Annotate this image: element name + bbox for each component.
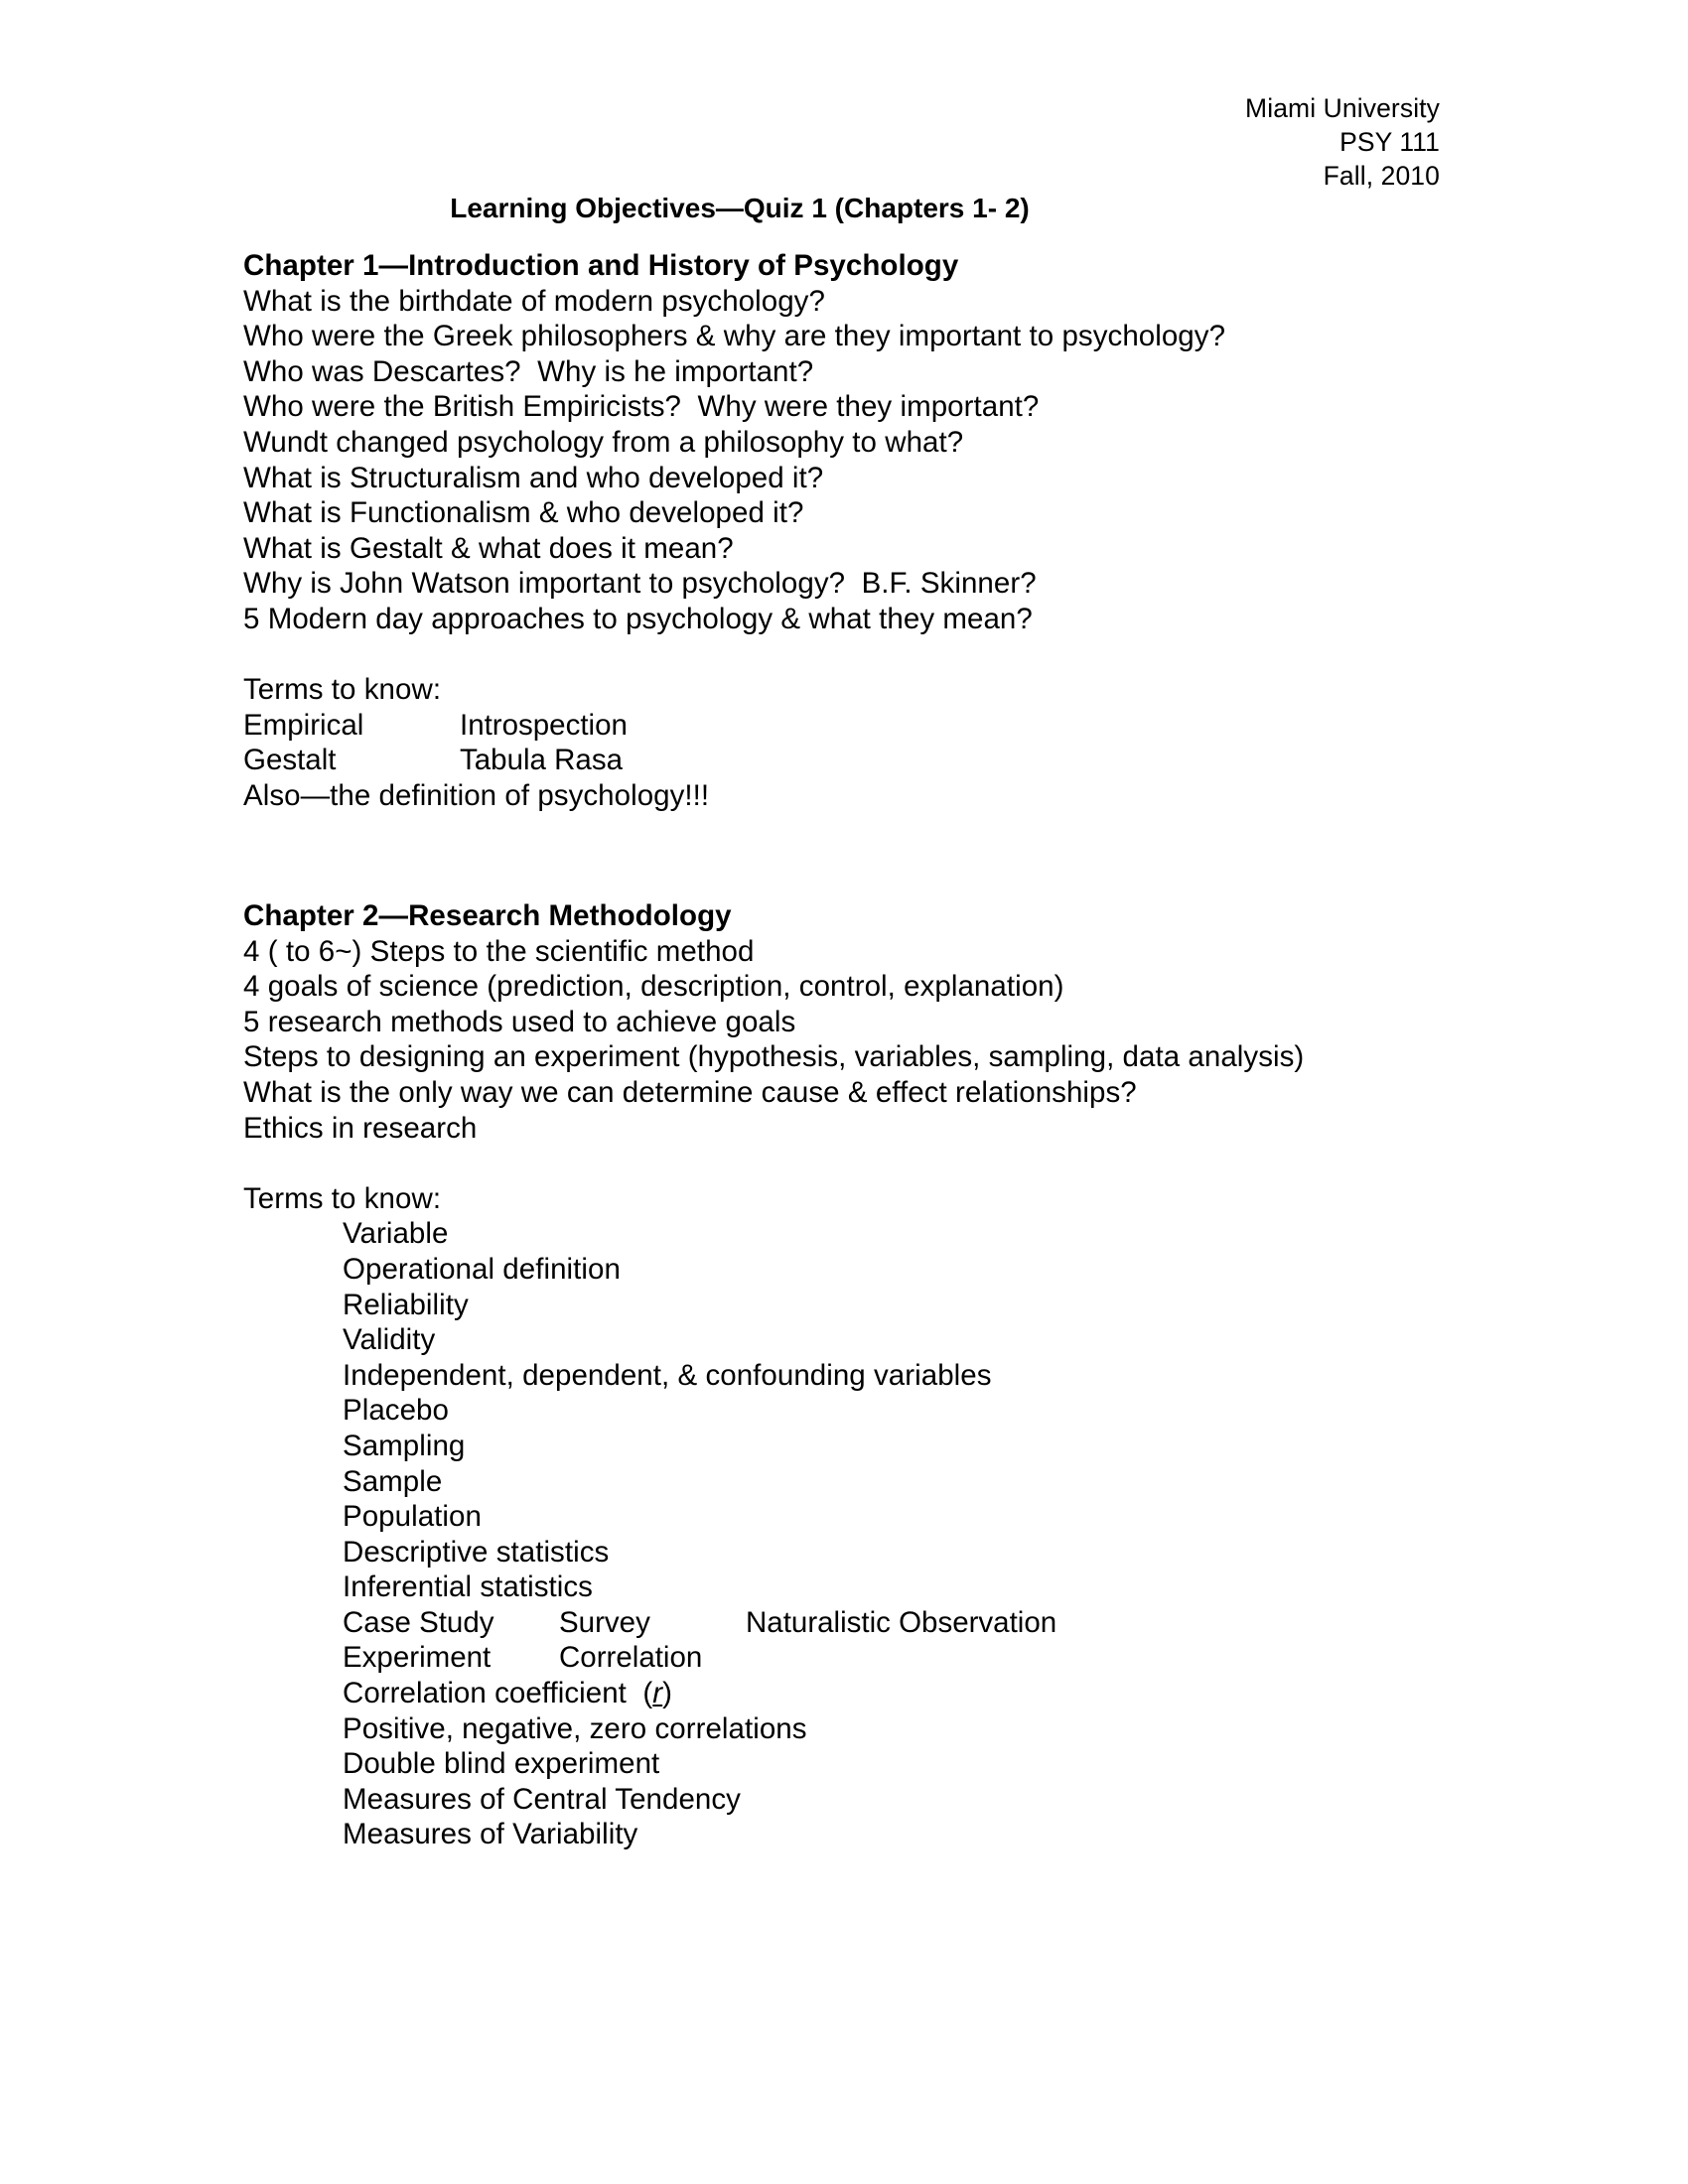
chapter-1-objective: Why is John Watson important to psychology? B.F. Skinner? [243, 567, 1037, 601]
spacer [243, 1146, 1304, 1181]
chapter-2-objective: What is the only way we can determine cause & effect relationships? [243, 1075, 1137, 1109]
chapter-2-term: Positive, negative, zero correlations [343, 1711, 807, 1745]
term-cell: Gestalt [243, 744, 337, 777]
correlation-coefficient-label: Correlation coefficient ( [343, 1677, 653, 1710]
chapter-1-terms-label: Terms to know: [243, 673, 442, 707]
chapter-2-term: Measures of Central Tendency [343, 1782, 741, 1816]
chapter-2-term: Sample [343, 1464, 443, 1498]
chapter-2-term: Measures of Variability [343, 1818, 638, 1851]
chapter-1-objective: Who was Descartes? Why is he important? [243, 354, 814, 388]
header-course: PSY 111 [1339, 127, 1440, 157]
chapter-2-terms-label: Terms to know: [243, 1181, 442, 1215]
method-cell: Experiment [343, 1641, 492, 1675]
chapter-2-term: Placebo [343, 1394, 449, 1428]
term-cell: Tabula Rasa [460, 744, 623, 777]
document-header [238, 91, 1440, 193]
chapter-2-term: Descriptive statistics [343, 1535, 610, 1569]
chapter-1-terms-row [243, 743, 1225, 778]
chapter-2-term: Variable [343, 1217, 449, 1251]
chapter-2-term: Sampling [343, 1429, 466, 1462]
page-title: Learning Objectives—Quiz 1 (Chapters 1- 2) [450, 193, 1030, 223]
term-cell: Introspection [460, 708, 628, 742]
chapter-2-term: Operational definition [343, 1252, 621, 1286]
spacer [243, 637, 1225, 673]
chapter-1-objective: 5 Modern day approaches to psychology & what they mean? [243, 602, 1033, 635]
chapter-2-term: Population [343, 1500, 482, 1534]
chapter-2-objective: Ethics in research [243, 1111, 478, 1145]
chapter-1-objective: Wundt changed psychology from a philosophy to what? [243, 425, 964, 459]
chapter-1-objective: What is the birthdate of modern psychology? [243, 284, 825, 318]
chapter-2-heading: Chapter 2—Research Methodology [243, 899, 732, 932]
chapter-2-objective: Steps to designing an experiment (hypothesis, variables, sampling, data analysis) [243, 1040, 1305, 1074]
chapter-2-term: Validity [343, 1323, 436, 1357]
header-institution: Miami University [1245, 93, 1440, 123]
method-cell: Naturalistic Observation [746, 1605, 1057, 1639]
correlation-coefficient-symbol: r [652, 1677, 663, 1710]
chapter-1-objective: Who were the Greek philosophers & why are they important to psychology? [243, 320, 1226, 353]
chapter-2-term: Inferential statistics [343, 1570, 593, 1604]
correlation-coefficient-close: ) [662, 1677, 673, 1710]
chapter-2-objective: 4 ( to 6~) Steps to the scientific method [243, 934, 755, 968]
chapter-1-section [243, 248, 1225, 814]
method-cell: Correlation [559, 1641, 703, 1675]
chapter-2-term: Double blind experiment [343, 1747, 660, 1781]
chapter-1-objective: What is Structuralism and who developed it? [243, 461, 824, 494]
chapter-1-objective: Who were the British Empiricists? Why were they important? [243, 390, 1040, 424]
chapter-2-term: Reliability [343, 1288, 469, 1321]
chapter-1-objective: What is Gestalt & what does it mean? [243, 531, 734, 565]
research-method-row [243, 1640, 1304, 1676]
chapter-1-terms-row [243, 708, 1225, 744]
chapter-1-heading: Chapter 1—Introduction and History of Psychology [243, 249, 959, 282]
chapter-2-objective: 4 goals of science (prediction, description, control, explanation) [243, 970, 1064, 1004]
chapter-1-also-note: Also—the definition of psychology!!! [243, 778, 710, 812]
correlation-coefficient-term [243, 1676, 1304, 1711]
chapter-2-term: Independent, dependent, & confounding variables [343, 1358, 992, 1392]
chapter-2-objective: 5 research methods used to achieve goals [243, 1005, 796, 1038]
term-cell: Empirical [243, 708, 364, 742]
header-term: Fall, 2010 [1323, 161, 1440, 191]
method-cell: Survey [559, 1605, 650, 1639]
chapter-2-section [243, 898, 1304, 1852]
method-cell: Case Study [343, 1605, 494, 1639]
chapter-1-objective: What is Functionalism & who developed it? [243, 496, 804, 530]
research-method-row [243, 1605, 1304, 1641]
